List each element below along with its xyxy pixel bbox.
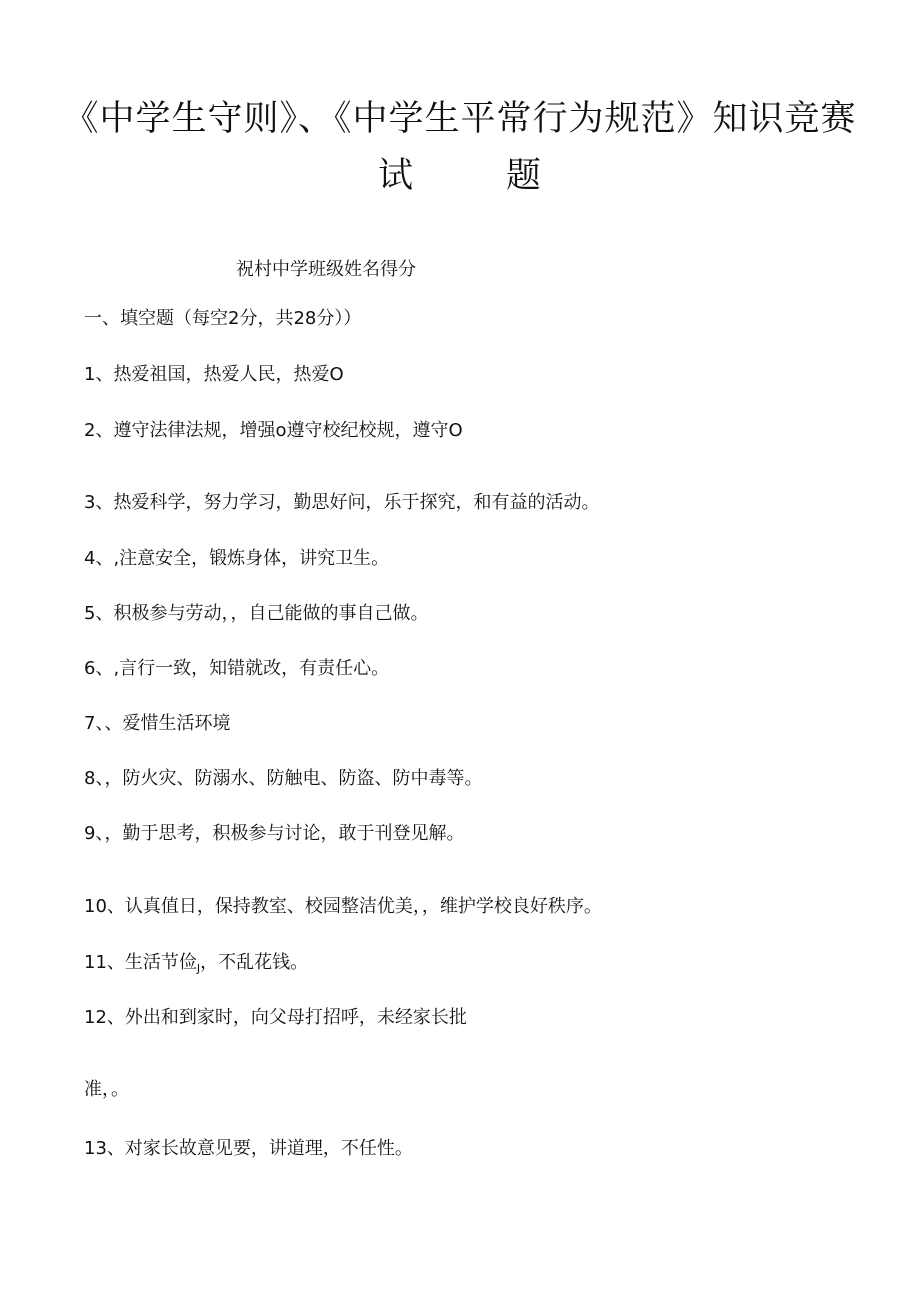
item11-text-end: ，不乱花钱。: [200, 952, 309, 973]
title-char-shi: 试: [377, 156, 414, 196]
question-item-10: 10、认真值日，保持教室、校园整洁优美，，维护学校良好秩序。: [84, 896, 602, 917]
question-item-12-continued: 准，。: [84, 1079, 129, 1100]
header-info: 祝村中学班级姓名得分: [236, 259, 416, 280]
question-item-4: 4、,注意安全，锻炼身体，讲究卫生。: [84, 548, 390, 569]
question-item-12: 12、外出和到家时，向父母打招呼，未经家长批: [84, 1007, 467, 1028]
document-title-line2: [0, 154, 920, 198]
item11-text-start: 11、生活节俭: [84, 952, 197, 973]
question-item-1: 1、热爱祖国，热爱人民，热爱O: [84, 364, 344, 385]
section-heading: 一、填空题（每空2分，共28分））: [84, 308, 362, 329]
item11-subscript-mark: J: [196, 962, 201, 975]
question-item-7: 7、、爱惜生活环境: [84, 713, 231, 734]
title-char-ti: 题: [506, 156, 543, 196]
question-item-11: [84, 950, 308, 982]
document-title-line1: 《中学生守则》、《中学生平常行为规范》知识竞赛: [63, 99, 857, 139]
question-item-5: 5、积极参与劳动，，自己能做的事自己做。: [84, 603, 429, 624]
question-item-13: 13、对家长故意见要，讲道理，不任性。: [84, 1138, 413, 1159]
question-item-6: 6、,言行一致，知错就改，有责任心。: [84, 658, 390, 679]
question-item-8: 8、，防火灾、防溺水、防触电、防盗、防中毒等。: [84, 768, 483, 789]
question-item-2: 2、遵守法律法规，增强o遵守校纪校规，遵守O: [84, 420, 463, 441]
question-item-3: 3、热爱科学，努力学习，勤思好问，乐于探究，和有益的活动。: [84, 492, 600, 513]
question-item-9: 9、，勤于思考，积极参与讨论，敢于刊登见解。: [84, 823, 465, 844]
